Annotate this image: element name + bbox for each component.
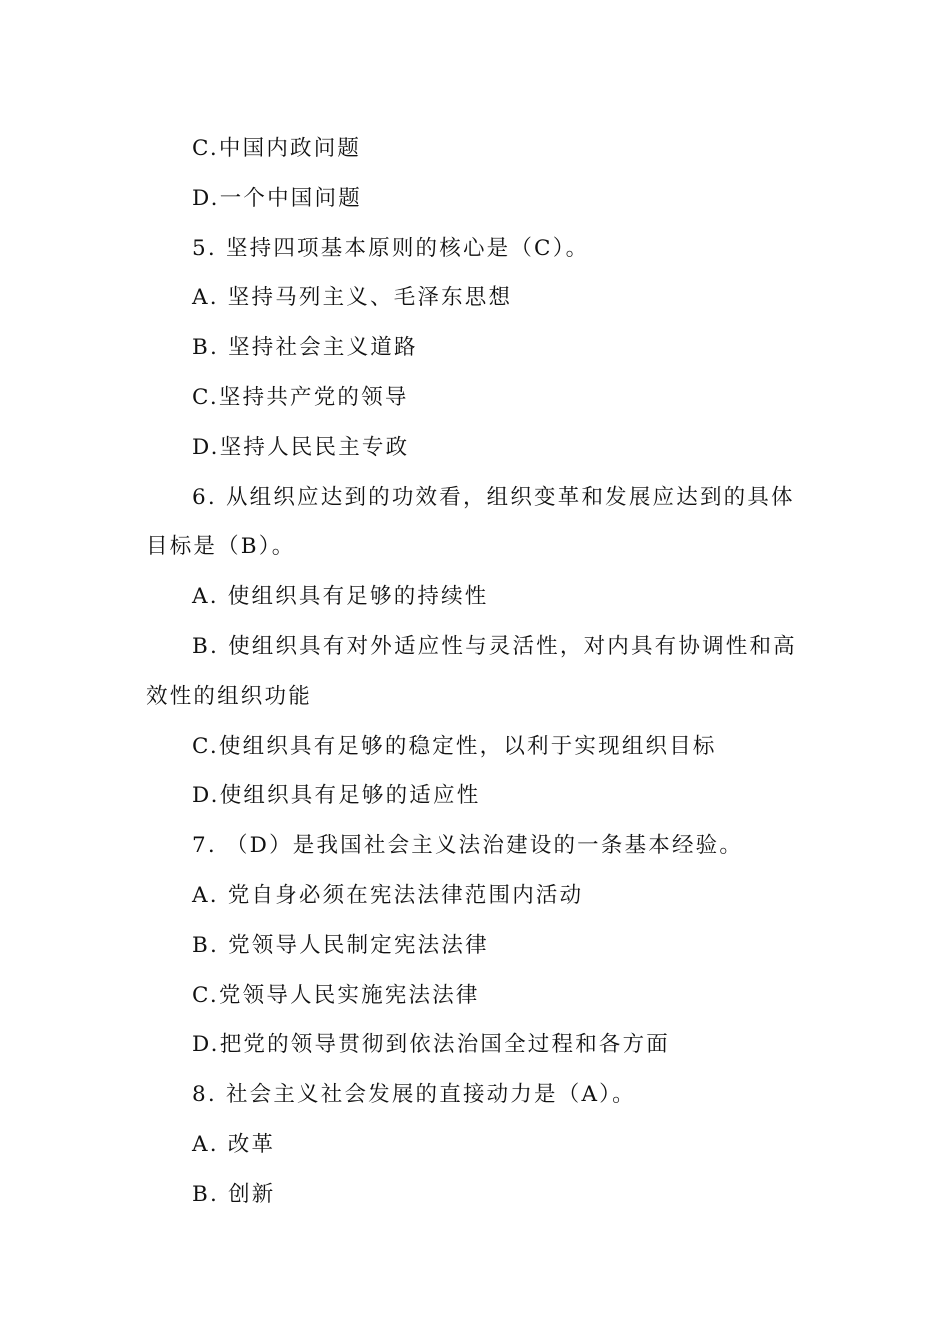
option-b-q6: B. 使组织具有对外适应性与灵活性，对内具有协调性和高 [192,633,797,659]
option-b-q7: B. 党领导人民制定宪法法律 [192,932,489,958]
option-a-q8: A. 改革 [192,1131,276,1157]
option-c-q7: C.党领导人民实施宪法法律 [192,982,480,1008]
option-b-q6-continued: 效性的组织功能 [146,683,312,709]
option-a-q7: A. 党自身必须在宪法法律范围内活动 [192,882,584,908]
question-6: 6. 从组织应达到的功效看，组织变革和发展应达到的具体 [192,484,795,510]
option-d-q5: D.坚持人民民主专政 [192,434,410,460]
option-c-q5: C.坚持共产党的领导 [192,384,409,410]
document-body [146,124,806,1220]
option-d-q4: D.一个中国问题 [192,185,362,211]
option-a-q6: A. 使组织具有足够的持续性 [192,584,489,610]
option-a-q5: A. 坚持马列主义、毛泽东思想 [192,285,513,311]
option-c-q6: C.使组织具有足够的稳定性，以利于实现组织目标 [192,733,717,759]
question-8: 8. 社会主义社会发展的直接动力是（A）。 [192,1082,636,1108]
option-b-q8: B. 创新 [192,1181,276,1207]
option-b-q5: B. 坚持社会主义道路 [192,335,418,361]
question-5: 5. 坚持四项基本原则的核心是（C）。 [192,235,590,261]
option-c-q4: C.中国内政问题 [192,136,362,161]
option-d-q6: D.使组织具有足够的适应性 [192,783,481,809]
question-7: 7. （D）是我国社会主义法治建设的一条基本经验。 [192,833,744,859]
option-d-q7: D.把党的领导贯彻到依法治国全过程和各方面 [192,1032,671,1058]
question-6-continued: 目标是（B）。 [146,534,296,560]
